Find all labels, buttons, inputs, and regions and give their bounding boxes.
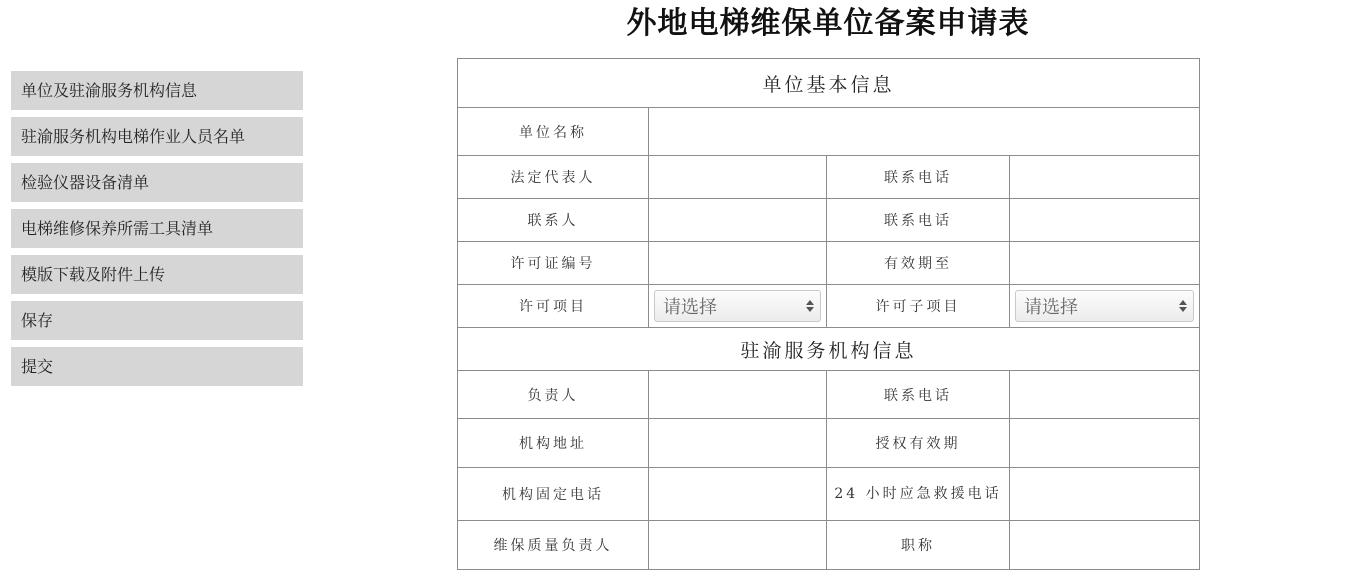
application-form-table — [457, 58, 1200, 570]
table-row — [458, 199, 1200, 242]
section-title-basic-info: 单位基本信息 — [458, 59, 1200, 108]
valid-until-label: 有效期至 — [827, 242, 1010, 285]
job-title-field[interactable] — [1010, 521, 1200, 570]
valid-until-field[interactable] — [1010, 242, 1200, 285]
manager-phone-field[interactable] — [1010, 371, 1200, 419]
license-no-label: 许可证编号 — [458, 242, 649, 285]
section-row-branch — [458, 328, 1200, 371]
license-item-select-value: 请选择 — [663, 297, 717, 318]
manager-label: 负责人 — [458, 371, 649, 419]
legal-rep-phone-field[interactable] — [1010, 156, 1200, 199]
auth-period-field[interactable] — [1010, 419, 1200, 468]
legal-rep-phone-label: 联系电话 — [827, 156, 1010, 199]
table-row — [458, 371, 1200, 419]
sidebar-item-company-info[interactable]: 单位及驻渝服务机构信息 — [11, 71, 303, 110]
sidebar-item-template-upload[interactable]: 模版下载及附件上传 — [11, 255, 303, 294]
table-row — [458, 521, 1200, 570]
contact-field[interactable] — [649, 199, 827, 242]
section-title-branch-info: 驻渝服务机构信息 — [458, 328, 1200, 371]
contact-phone-label: 联系电话 — [827, 199, 1010, 242]
emergency-phone-field[interactable] — [1010, 468, 1200, 521]
license-item-label: 许可项目 — [458, 285, 649, 328]
table-row — [458, 156, 1200, 199]
contact-label: 联系人 — [458, 199, 649, 242]
emergency-phone-label: 24 小时应急救援电话 — [827, 468, 1010, 521]
legal-rep-label: 法定代表人 — [458, 156, 649, 199]
manager-field[interactable] — [649, 371, 827, 419]
auth-period-label: 授权有效期 — [827, 419, 1010, 468]
select-updown-icon — [806, 300, 814, 312]
branch-address-field[interactable] — [649, 419, 827, 468]
table-row — [458, 468, 1200, 521]
sidebar-item-instrument-list[interactable]: 检验仪器设备清单 — [11, 163, 303, 202]
contact-phone-field[interactable] — [1010, 199, 1200, 242]
company-name-field[interactable] — [649, 108, 1200, 156]
license-subitem-cell — [1010, 285, 1200, 328]
license-subitem-select-value: 请选择 — [1024, 297, 1078, 318]
table-row — [458, 419, 1200, 468]
sidebar-item-staff-list[interactable]: 驻渝服务机构电梯作业人员名单 — [11, 117, 303, 156]
save-button[interactable]: 保存 — [11, 301, 303, 340]
quality-manager-label: 维保质量负责人 — [458, 521, 649, 570]
table-row — [458, 108, 1200, 156]
branch-landline-field[interactable] — [649, 468, 827, 521]
company-name-label: 单位名称 — [458, 108, 649, 156]
sidebar-item-tool-list[interactable]: 电梯维修保养所需工具清单 — [11, 209, 303, 248]
legal-rep-field[interactable] — [649, 156, 827, 199]
job-title-label: 职称 — [827, 521, 1010, 570]
license-item-cell — [649, 285, 827, 328]
table-row — [458, 242, 1200, 285]
table-row — [458, 285, 1200, 328]
branch-landline-label: 机构固定电话 — [458, 468, 649, 521]
branch-address-label: 机构地址 — [458, 419, 649, 468]
license-item-select[interactable] — [654, 290, 821, 322]
sidebar-nav — [11, 71, 303, 393]
section-row-basic — [458, 59, 1200, 108]
license-subitem-label: 许可子项目 — [827, 285, 1010, 328]
quality-manager-field[interactable] — [649, 521, 827, 570]
license-subitem-select[interactable] — [1015, 290, 1194, 322]
submit-button[interactable]: 提交 — [11, 347, 303, 386]
license-no-field[interactable] — [649, 242, 827, 285]
select-updown-icon — [1179, 300, 1187, 312]
page-title: 外地电梯维保单位备案申请表 — [626, 6, 1030, 41]
manager-phone-label: 联系电话 — [827, 371, 1010, 419]
